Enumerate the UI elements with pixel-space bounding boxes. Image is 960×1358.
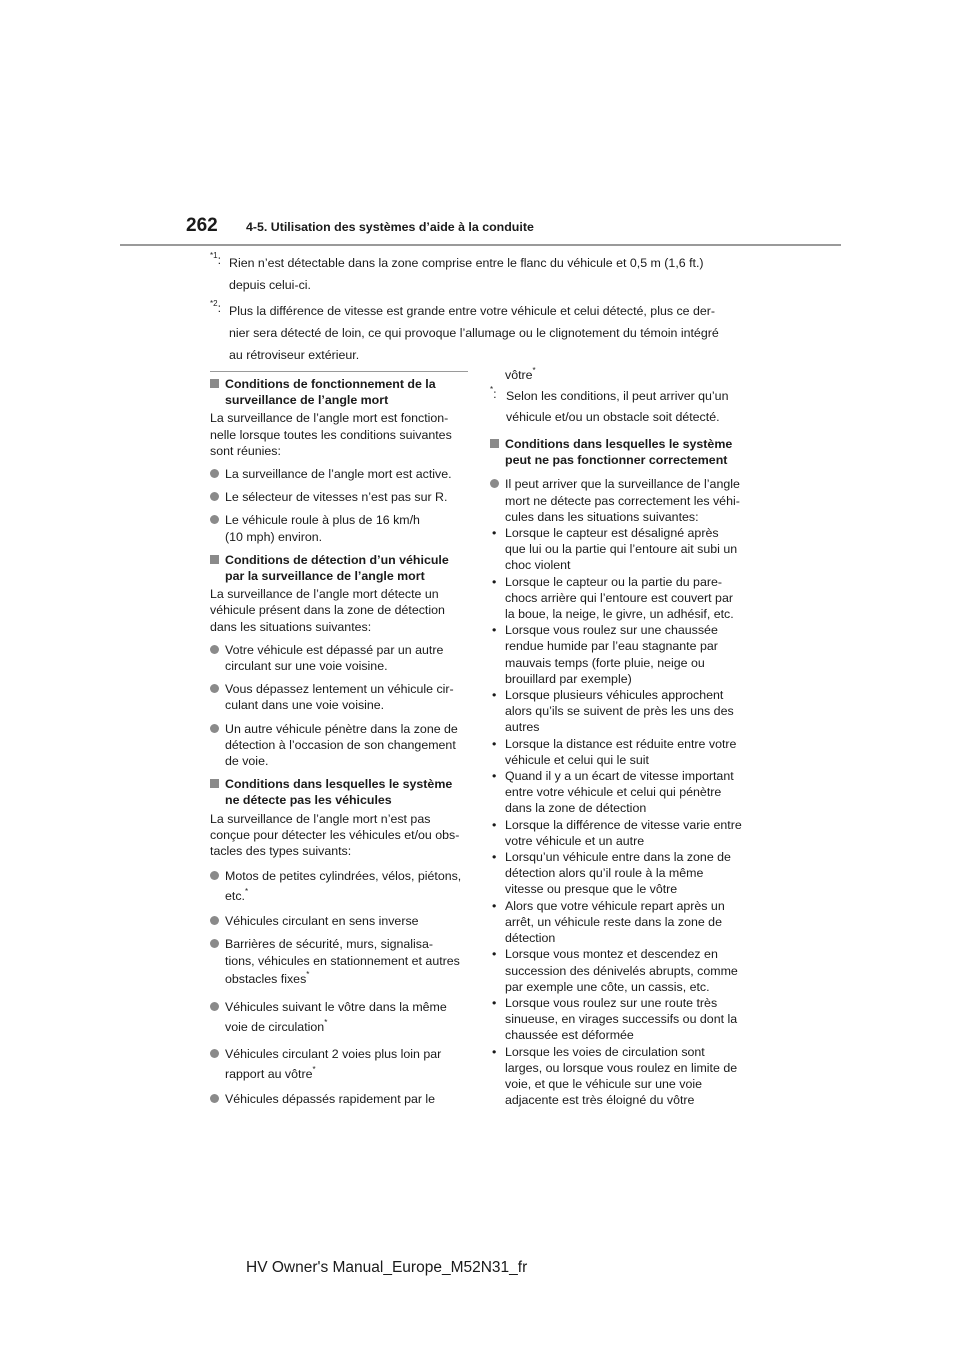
circle-bullet-icon (210, 724, 219, 733)
sub-list-item: • Lorsqu’un véhicule entre dans la zone de détection alors qu’il roule à la même vitesse ou presque que le vôtre (492, 850, 731, 897)
circle-bullet-icon (210, 916, 219, 925)
circle-bullet-icon (210, 939, 219, 948)
dot-bullet-icon: • (492, 850, 497, 865)
dot-bullet-icon: • (492, 947, 497, 962)
sub-list-item: • Lorsque les voies de circulation sont larges, ou lorsque vous roulez en limite de voie, et que le véhicule sur une voie adjacente est très éloigné du vôtre (492, 1044, 738, 1108)
footnote-marker: *: (490, 385, 497, 401)
square-bullet-icon (210, 779, 219, 788)
sub-list (490, 525, 758, 1108)
sub-list-item: • Lorsque la distance est réduite entre votre véhicule et celui qui le suit (492, 736, 737, 767)
sub-list-item: • Lorsque le capteur est désaligné après que lui ou la partie qui l’entoure ait subi un choc violent (492, 526, 738, 573)
section-heading: Conditions de détection d’un véhicule par la surveillance de l’angle mort (210, 552, 472, 584)
footnote-text: Selon les conditions, il peut arriver qu’un véhicule et/ou un obstacle soit détecté. (506, 389, 729, 424)
section-title: 4-5. Utilisation des systèmes d’aide à la conduite (246, 220, 534, 234)
footnote-star (490, 386, 758, 428)
dot-bullet-icon: • (492, 898, 497, 913)
square-bullet-icon (490, 439, 499, 448)
column-divider (210, 371, 468, 372)
dot-bullet-icon: • (492, 526, 497, 541)
sub-list-item: • Lorsque vous roulez sur une route très sinueuse, en virages successifs ou dont la chaussée est déformée (492, 995, 738, 1043)
page-number: 262 (186, 215, 218, 236)
dot-bullet-icon: • (492, 817, 497, 832)
list-item: Il peut arriver que la surveillance de l’angle mort ne détecte pas correctement les véhi- cules dans les situations suivantes: • Lorsque le capteur est désaligné après que lui ou la partie qui l’entoure ait subi un choc violent • Lorsque le capteur ou la partie du pare- chocs arrière qui l’entoure est couvert par la boue, la neige, le givre, un adhésif, etc. • Lorsque vous roulez sur une chaussée rendue humide par l’eau stagnante par mauvais temps (forte pluie, neige ou brouillard par exemple) • Lorsque plusieurs véhicules approchent alors qu’ils se suivent de près les uns des autres • Lorsque la distance est réduite entre votre véhicule et celui qui le suit • Quand il y a un écart de vitesse important entre votre véhicule et celui qui pénètre dans la zone de détection • Lorsque la différence de vitesse varie entre votre véhicule et un autre • Lorsqu’un véhicule entre dans la zone de détection alors qu’il roule à la même vitesse ou presque que le vôtre • Alors que votre véhicule repart après un arrêt, un véhicule reste dans la zone de détection • Lorsque vous montez et descendez en succession des dénivelés abrupts, comme par exemple une côte, un cassis, etc. • Lorsque vous roulez sur une route très sinueuse, en virages successifs ou dont la chaussée est déformée • Lorsque les voies de circulation sont larges, ou lorsque vous roulez en limite de voie, et que le véhicule sur une voie adjacente est très éloigné du vôtre (490, 476, 758, 1108)
circle-bullet-icon (210, 492, 219, 501)
paragraph: La surveillance de l’angle mort est fonction- nelle lorsque toutes les conditions suivantes sont réunies: (210, 411, 452, 458)
list-item: Barrières de sécurité, murs, signalisa- tions, véhicules en stationnement et autres obstacles fixes* (210, 936, 472, 989)
dot-bullet-icon: • (492, 736, 497, 751)
top-footnotes (210, 252, 790, 370)
square-bullet-icon (210, 555, 219, 564)
list-item: Votre véhicule est dépassé par un autre circulant sur une voie voisine. (210, 642, 472, 674)
circle-bullet-icon (210, 1002, 219, 1011)
sub-list-item: • Lorsque vous roulez sur une chaussée rendue humide par l’eau stagnante par mauvais temps (forte pluie, neige ou brouillard par exemple) (492, 623, 718, 686)
section-heading: Conditions dans lesquelles le système peut ne pas fonctionner correctement (490, 436, 758, 468)
footnote-text: Rien n’est détectable dans la zone comprise entre le flanc du véhicule et 0,5 m (1,6 ft.) depuis celui-ci. (229, 256, 704, 292)
circle-bullet-icon (210, 515, 219, 524)
list-item: Motos de petites cylindrées, vélos, piétons, etc.* (210, 866, 472, 906)
dot-bullet-icon: • (492, 688, 497, 703)
continued-text: vôtre* (505, 366, 536, 382)
list-item: Un autre véhicule pénètre dans la zone de détection à l’occasion de son changement de voie. (210, 721, 472, 770)
dot-bullet-icon: • (492, 769, 497, 784)
section-heading: Conditions de fonctionnement de la surveillance de l’angle mort (210, 376, 472, 408)
list-item: Le sélecteur de vitesses n’est pas sur R. (210, 489, 472, 505)
footnote-1 (210, 252, 790, 296)
circle-bullet-icon (210, 871, 219, 880)
sub-list-item: • Lorsque plusieurs véhicules approchent alors qu’ils se suivent de près les uns des autres (492, 688, 734, 735)
dot-bullet-icon: • (492, 623, 497, 638)
circle-bullet-icon (210, 1094, 219, 1103)
circle-bullet-icon (210, 684, 219, 693)
dot-bullet-icon: • (492, 574, 497, 589)
sub-list-item: • Lorsque vous montez et descendez en succession des dénivelés abrupts, comme par exemple une côte, un cassis, etc. (492, 947, 738, 994)
footnote-marker: $^{*2}$: (210, 299, 222, 315)
dot-bullet-icon: • (492, 995, 497, 1010)
list-item: Véhicules circulant 2 voies plus loin par rapport au vôtre* (210, 1044, 472, 1084)
paragraph: La surveillance de l’angle mort n’est pas conçue pour détecter les véhicules et/ou obs- tacles des types suivants: (210, 811, 460, 859)
list-item: Véhicules circulant en sens inverse (210, 913, 472, 929)
dot-bullet-icon: • (492, 1044, 497, 1059)
sub-list-item: • Lorsque le capteur ou la partie du pare- chocs arrière qui l’entoure est couvert par la boue, la neige, le givre, un adhésif, etc. (492, 574, 734, 622)
footnote-text: Plus la différence de vitesse est grande entre votre véhicule et celui détecté, plus ce der- nier sera détecté de loin, ce qui provoque l’allumage ou le clignotement du témoin intégré au rétroviseur extérieur. (229, 304, 719, 362)
list-item: Vous dépassez lentement un véhicule cir- culant dans une voie voisine. (210, 681, 472, 713)
list-item: La surveillance de l’angle mort est active. (210, 466, 472, 482)
footnote-2 (210, 300, 790, 366)
list-item: Véhicules suivant le vôtre dans la même voie de circulation* (210, 997, 472, 1037)
section-heading: Conditions dans lesquelles le système ne détecte pas les véhicules (210, 776, 472, 808)
circle-bullet-icon (490, 479, 499, 488)
header-divider (120, 244, 841, 246)
sub-list-item: • Quand il y a un écart de vitesse important entre votre véhicule et celui qui pénètre dans la zone de détection (492, 769, 734, 816)
list-item: Véhicules dépassés rapidement par le (210, 1091, 472, 1107)
right-column (490, 366, 758, 1115)
list-item: Le véhicule roule à plus de 16 km/h (10 mph) environ. (210, 512, 472, 544)
circle-bullet-icon (210, 645, 219, 654)
circle-bullet-icon (210, 1049, 219, 1058)
footer-text: HV Owner's Manual_Europe_M52N31_fr (246, 1259, 528, 1276)
circle-bullet-icon (210, 469, 219, 478)
sub-list-item: • Lorsque la différence de vitesse varie entre votre véhicule et un autre (492, 817, 742, 848)
left-column (210, 376, 472, 1114)
sub-list-item: • Alors que votre véhicule repart après un arrêt, un véhicule reste dans la zone de détection (492, 898, 725, 946)
square-bullet-icon (210, 379, 219, 388)
footnote-marker: $^{*1}$: (210, 251, 222, 267)
paragraph: La surveillance de l’angle mort détecte un véhicule présent dans la zone de détection dans les situations suivantes: (210, 587, 445, 634)
